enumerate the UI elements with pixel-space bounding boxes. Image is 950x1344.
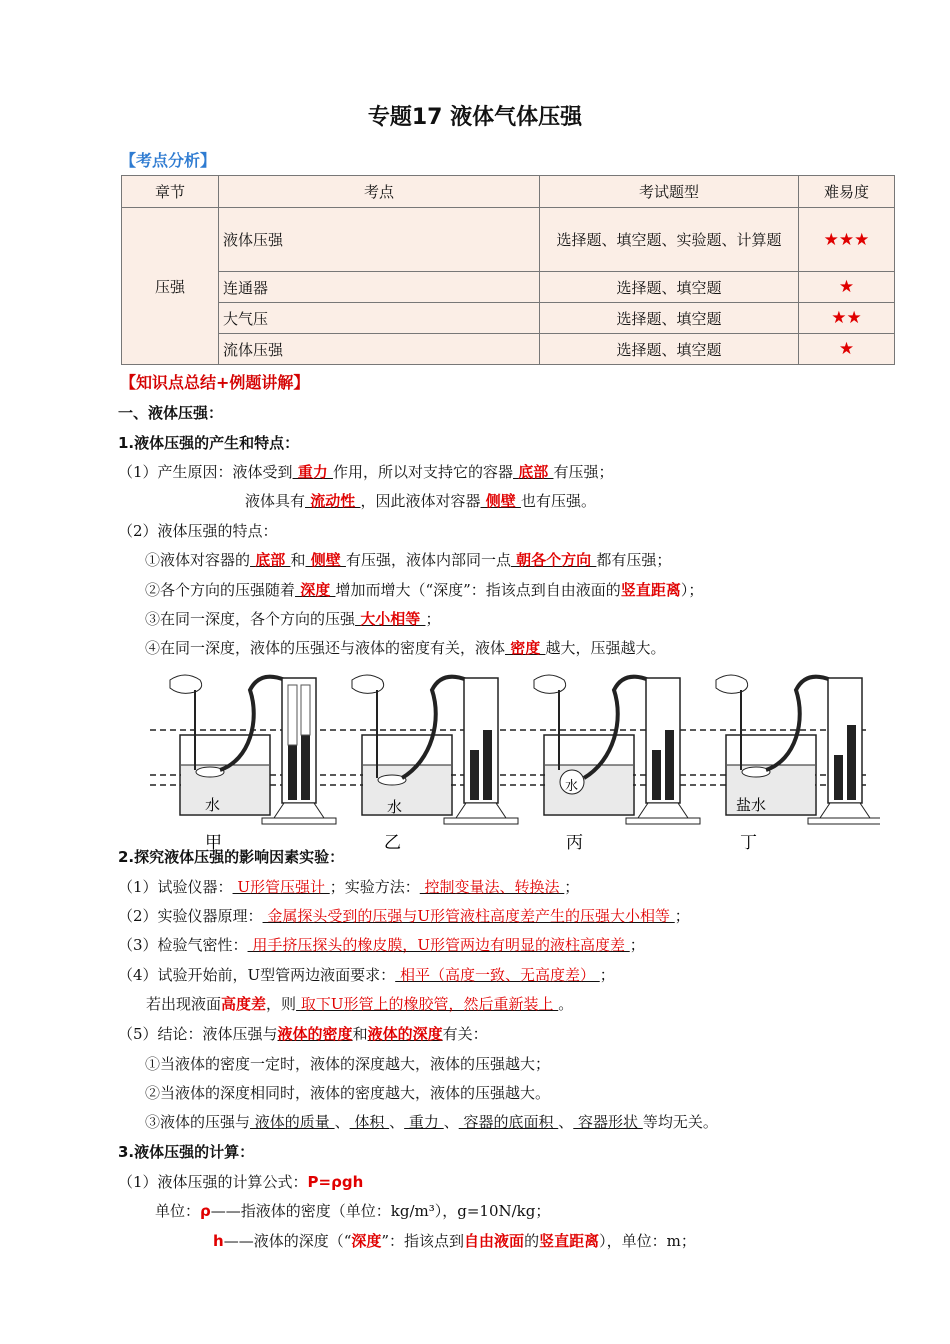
s1-feature-4: ④在同一深度，液体的压强还与液体的密度有关，液体 密度 越大，压强越大。 bbox=[145, 639, 666, 657]
s1-feature-3: ③在同一深度，各个方向的压强 大小相等 ； bbox=[145, 610, 441, 628]
section-knowledge-heading: 【知识点总结+例题讲解】 bbox=[120, 373, 310, 392]
figure-caption: 乙 bbox=[384, 833, 401, 853]
table-header-row bbox=[122, 176, 895, 208]
table-row bbox=[122, 272, 895, 303]
pressure-formula: P=ρgh bbox=[307, 1173, 364, 1191]
s1-fluidity-line: 液体具有 流动性 ，因此液体对容器 侧壁 也有压强。 bbox=[245, 492, 596, 510]
s3-unit-rho: 单位：ρ——指液体的密度（单位：kg/m³），g=10N/kg； bbox=[155, 1202, 551, 1220]
s3-heading: 3.液体压强的计算： bbox=[118, 1143, 255, 1161]
answer-gravity: 重力 bbox=[292, 463, 333, 481]
header-topic: 考点 bbox=[219, 176, 540, 208]
figure-caption: 甲 bbox=[205, 833, 222, 853]
pressure-experiment-figure bbox=[150, 660, 880, 860]
topic-cell: 液体压强 bbox=[219, 208, 540, 272]
s1-cause-line: （1）产生原因：液体受到 重力 作用，所以对支持它的容器 底部 有压强； bbox=[118, 463, 614, 481]
header-chapter: 章节 bbox=[122, 176, 219, 208]
s2-conclusion-2: ②当液体的深度相同时，液体的密度越大，液体的压强越大。 bbox=[145, 1084, 551, 1102]
apparatus-ding bbox=[716, 675, 880, 853]
s2-line-5: 若出现液面高度差，则 取下U形管上的橡胶管，然后重新装上 。 bbox=[146, 995, 574, 1013]
topic-cell: 大气压 bbox=[219, 303, 540, 334]
s2-heading: 2.探究液体压强的影响因素实验： bbox=[118, 848, 345, 866]
answer-fluidity: 流动性 bbox=[305, 492, 361, 510]
s2-line-2: （2）实验仪器原理： 金属探头受到的压强与U形管液柱高度差产生的压强大小相等 ； bbox=[118, 907, 690, 925]
s3-formula-line: （1）液体压强的计算公式：P=ρgh bbox=[118, 1173, 364, 1191]
apparatus-jia bbox=[170, 675, 336, 853]
s1-feature-2: ②各个方向的压强随着 深度 增加而增大（“深度”：指该点到自由液面的竖直距离）； bbox=[145, 581, 704, 599]
difficulty-stars: ★★★ bbox=[799, 208, 895, 272]
header-difficulty: 难易度 bbox=[799, 176, 895, 208]
apparatus-yi bbox=[352, 675, 518, 853]
liquid-label: 水 bbox=[205, 796, 221, 814]
liquid-label: 水 bbox=[387, 798, 403, 816]
header-type: 考试题型 bbox=[540, 176, 799, 208]
table-row bbox=[122, 208, 895, 272]
s2-conclusion-1: ①当液体的密度一定时，液体的深度越大，液体的压强越大； bbox=[145, 1055, 551, 1073]
difficulty-stars: ★★ bbox=[799, 303, 895, 334]
answer-bottom: 底部 bbox=[513, 463, 554, 481]
s1-heading: 1.液体压强的产生和特点： bbox=[118, 434, 300, 452]
figure-caption: 丙 bbox=[566, 833, 583, 853]
type-cell: 选择题、填空题 bbox=[540, 303, 799, 334]
table-row bbox=[122, 334, 895, 365]
s3-unit-h: h——液体的深度（“深度”：指该点到自由液面的竖直距离），单位：m； bbox=[213, 1232, 696, 1250]
type-cell: 选择题、填空题、实验题、计算题 bbox=[540, 208, 799, 272]
type-cell: 选择题、填空题 bbox=[540, 334, 799, 365]
answer-side-wall: 侧壁 bbox=[480, 492, 521, 510]
s2-conclusion-3: ③液体的压强与 液体的质量 、 体积 、 重力 、 容器的底面积 、 容器形状 等均无关。 bbox=[145, 1113, 718, 1131]
page-title: 专题17 液体气体压强 bbox=[367, 105, 583, 130]
s2-line-6: （5）结论：液体压强与液体的密度和液体的深度有关： bbox=[118, 1025, 488, 1043]
s1-feature-1: ①液体对容器的 底部 和 侧壁 有压强，液体内部同一点 朝各个方向 都有压强； bbox=[145, 551, 672, 569]
exam-point-table bbox=[121, 175, 895, 365]
apparatus-bing bbox=[534, 675, 700, 853]
section-analysis-heading: 【考点分析】 bbox=[120, 151, 217, 170]
chapter-cell: 压强 bbox=[122, 208, 219, 365]
part1-heading: 一、液体压强： bbox=[118, 404, 224, 422]
topic-cell: 连通器 bbox=[219, 272, 540, 303]
table-row bbox=[122, 303, 895, 334]
topic-cell: 流体压强 bbox=[219, 334, 540, 365]
liquid-label: 盐水 bbox=[736, 796, 767, 814]
s2-line-3: （3）检验气密性： 用手挤压探头的橡皮膜，U形管两边有明显的液柱高度差 ； bbox=[118, 936, 645, 954]
type-cell: 选择题、填空题 bbox=[540, 272, 799, 303]
s1-feature-heading: （2）液体压强的特点： bbox=[118, 522, 278, 540]
s2-line-4: （4）试验开始前，U型管两边液面要求： 相平（高度一致、无高度差） ； bbox=[118, 966, 615, 984]
s2-line-1: （1）试验仪器： U形管压强计 ；实验方法： 控制变量法、转换法 ； bbox=[118, 878, 580, 896]
liquid-label: 水 bbox=[565, 779, 579, 794]
difficulty-stars: ★ bbox=[799, 334, 895, 365]
figure-caption: 丁 bbox=[740, 833, 757, 853]
difficulty-stars: ★ bbox=[799, 272, 895, 303]
